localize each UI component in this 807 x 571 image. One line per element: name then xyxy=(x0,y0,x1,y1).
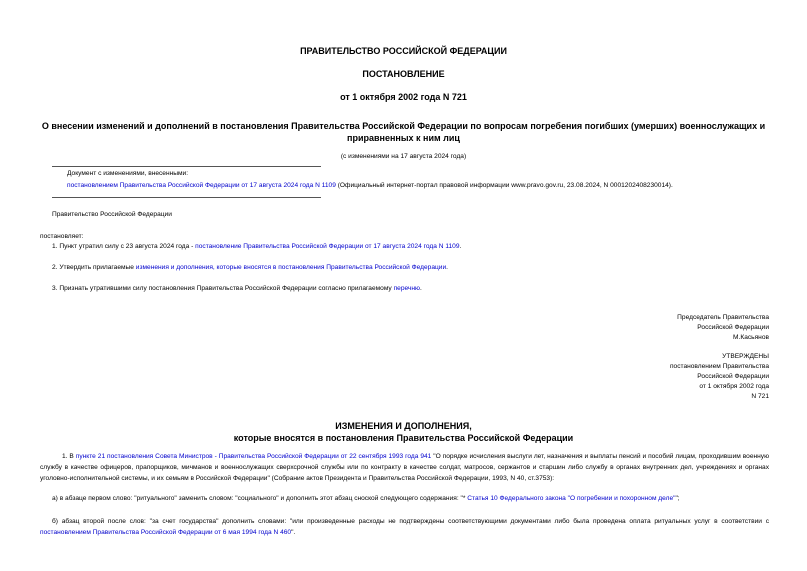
ca-link[interactable]: Статья 10 Федерального закона "О погребении и похоронном деле" xyxy=(467,495,676,502)
document-title-line2: приравненных к ним лиц xyxy=(347,133,460,143)
amend-line xyxy=(67,182,673,189)
government-heading: ПРАВИТЕЛЬСТВО РОССИЙСКОЙ ФЕДЕРАЦИИ xyxy=(300,46,507,56)
amend-intro: Документ с изменениями, внесенными: xyxy=(67,170,189,177)
approved-line2: постановлением Правительства xyxy=(669,363,769,370)
preamble: Правительство Российской Федерации xyxy=(52,211,172,218)
divider-top xyxy=(52,166,321,167)
amend-rest: (Официальный интернет-портал правовой информации www.pravo.gov.ru, 23.08.2024, N 0001202408230014). xyxy=(335,182,673,189)
paragraph-2: 2. Утвердить прилагаемые изменения и дополнения, которые вносятся в постановления Правительства Российской Федерации. xyxy=(52,264,448,271)
amend-link[interactable]: постановлением Правительства Российской Федерации от 17 августа 2024 года N 1109 xyxy=(67,182,336,189)
p3-link[interactable]: перечню xyxy=(393,285,420,292)
approved-line4: от 1 октября 2002 года xyxy=(699,383,769,390)
signature-name: М.Касьянов xyxy=(733,334,769,341)
approved-heading: УТВЕРЖДЕНЫ xyxy=(722,353,769,360)
decides: постановляет: xyxy=(40,233,84,240)
c1-link[interactable]: пункте 21 постановления Совета Министров - Правительства Российской Федерации от 22 сентября 1993 года 941 xyxy=(75,453,432,460)
paragraph-3: 3. Признать утратившими силу постановления Правительства Российской Федерации согласно прилагаемому перечню. xyxy=(52,285,422,292)
change-item-a: а) в абзаце первом слово: "ритуального" заменить словом: "социального" и дополнить этот абзац сноской следующего содержания: "* Статья 10 Федерального закона "О погребении и похоронном деле""; xyxy=(52,495,680,502)
cb-link[interactable]: постановлением Правительства Российской Федерации от 6 мая 1994 года N 460 xyxy=(40,529,292,536)
p1-link[interactable]: постановление Правительства Российской Федерации от 17 августа 2024 года N 1109 xyxy=(195,243,460,250)
paragraph-1: 1. Пункт утратил силу с 23 августа 2024 года - постановление Правительства Российской Федерации от 17 августа 2024 года N 1109. xyxy=(52,243,462,250)
divider-bottom xyxy=(52,197,321,198)
changes-title-line1: ИЗМЕНЕНИЯ И ДОПОЛНЕНИЯ, xyxy=(335,421,472,431)
signature-org: Российской Федерации xyxy=(697,324,769,331)
approved-line5: N 721 xyxy=(751,393,769,400)
document-type: ПОСТАНОВЛЕНИЕ xyxy=(362,69,445,79)
change-item-b: б) абзац второй после слов: "за счет государства" дополнить словами: "или произведенные расходы не подтверждены соответствующими документами либо была проведена оплата ритуальных услуг в соответствии с постановлением Правительства Российской Федерации от 6 мая 1994 года N 460". xyxy=(40,518,769,536)
change-paragraph-1: 1. В пункте 21 постановления Совета Министров - Правительства Российской Федерации от 22 сентября 1993 года 941 "О порядке исчисления выслуги лет, назначения и выплаты пенсий и пособий лицам, проходившим военную службу в качестве офицеров, прапорщиков, мичманов и военнослужащих сверхсрочной службы или по контракту в качестве солдат, матросов, сержантов и старшин либо службу в органах внутренних дел, учреждениях и органах уголовно-исполнительной системы, и их семьям в Российской Федерации" (Собрание актов Президента и Правительства Российской Федерации, 1993, N 40, ст.3753): xyxy=(40,453,770,482)
signature-title: Председатель Правительства xyxy=(677,314,769,321)
revision-note: (с изменениями на 17 августа 2024 года) xyxy=(340,153,467,160)
document-title-line1: О внесении изменений и дополнений в постановления Правительства Российской Федерации по вопросам погребения погибших (умерших) военнослужащих и xyxy=(41,121,766,131)
document-date: от 1 октября 2002 года N 721 xyxy=(340,92,467,102)
p2-link[interactable]: изменения и дополнения, которые вносятся в постановления Правительства Российской Федерации xyxy=(135,264,447,271)
approved-line3: Российской Федерации xyxy=(697,373,769,380)
changes-title-line2: которые вносятся в постановления Правительства Российской Федерации xyxy=(233,433,574,443)
